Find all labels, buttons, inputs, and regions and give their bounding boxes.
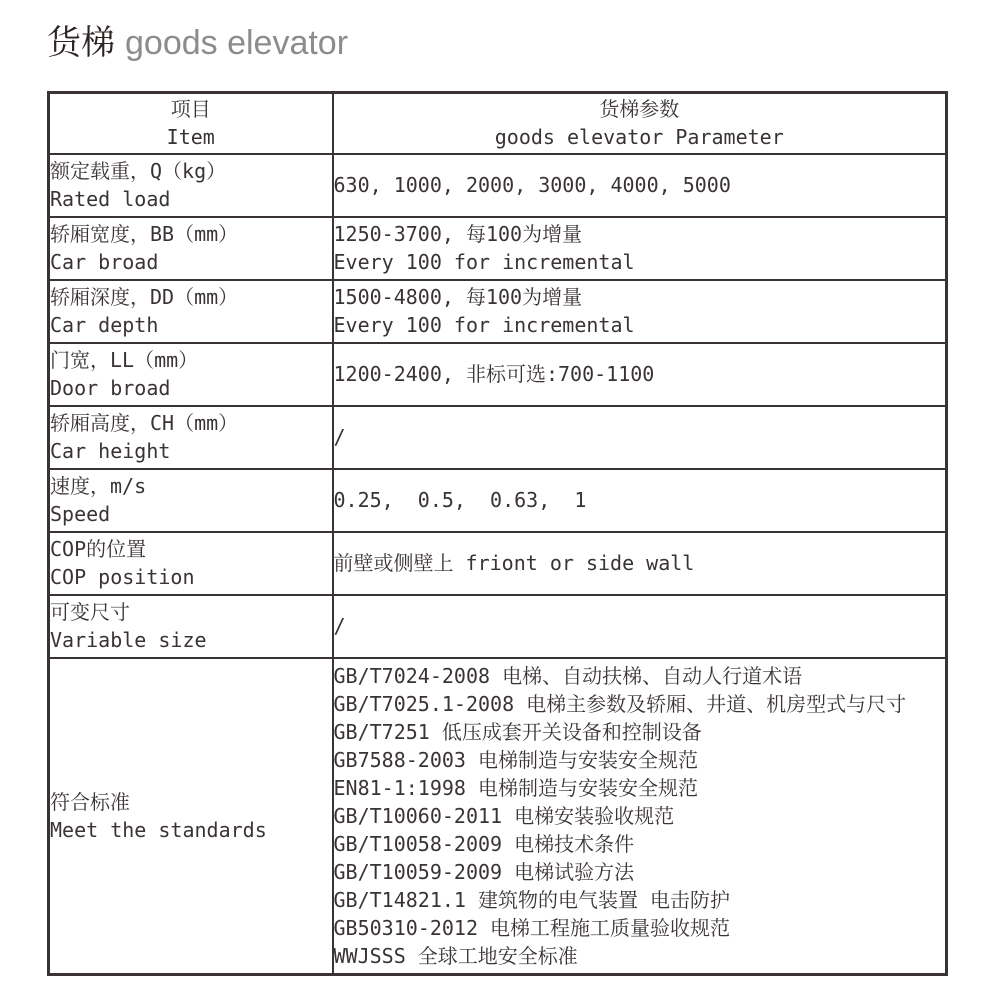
row-value (333, 154, 947, 217)
row-label-zh: 额定载重，Q（kg） (50, 159, 227, 183)
value-line: Every 100 for incremental (333, 313, 635, 337)
standard-line: GB/T10058-2009 电梯技术条件 (333, 831, 635, 856)
spec-table (47, 91, 948, 976)
table-row-door-broad (49, 343, 947, 406)
value-line: / (333, 614, 346, 638)
row-label (49, 406, 333, 469)
row-label-en: Meet the standards (50, 817, 267, 842)
row-label-zh: 速度，m/s (50, 474, 147, 498)
table-row-speed (49, 469, 947, 532)
row-value (333, 469, 947, 532)
row-value (333, 406, 947, 469)
row-label-zh: 轿厢高度，CH（mm） (50, 411, 239, 435)
table-row-variable-size (49, 595, 947, 658)
value-line: 1250-3700, 每100为增量 (333, 222, 583, 246)
row-value (333, 217, 947, 280)
value-line: 0.25, 0.5, 0.63, 1 (333, 488, 587, 512)
standard-line: GB/T7251 低压成套开关设备和控制设备 (333, 719, 702, 744)
row-label (49, 658, 333, 975)
header-param-en: goods elevator Parameter (494, 125, 784, 150)
row-value-standards-list (333, 658, 947, 975)
row-label-en: Speed (50, 502, 111, 526)
row-label-zh: COP的位置 (50, 537, 147, 561)
standard-line: GB/T7024-2008 电梯、自动扶梯、自动人行道术语 (333, 663, 803, 688)
row-value (333, 280, 947, 343)
row-label (49, 343, 333, 406)
standard-line: WWJSSS 全球工地安全标准 (333, 943, 578, 968)
standard-line: GB/T10060-2011 电梯安装验收规范 (333, 803, 675, 828)
standard-line: GB7588-2003 电梯制造与安装安全规范 (333, 747, 698, 772)
standard-line: GB/T14821.1 建筑物的电气装置 电击防护 (333, 887, 731, 912)
value-line: 1500-4800, 每100为增量 (333, 285, 583, 309)
table-header-row (49, 93, 947, 154)
table-row-car-broad (49, 217, 947, 280)
row-label (49, 280, 333, 343)
row-label-en: Car broad (50, 250, 159, 274)
standard-line: GB50310-2012 电梯工程施工质量验收规范 (333, 915, 731, 940)
row-label-en: Rated load (50, 187, 171, 211)
table-row-standards (49, 658, 947, 975)
row-label-en: Door broad (50, 376, 171, 400)
row-label (49, 532, 333, 595)
row-value (333, 595, 947, 658)
table-row-car-height (49, 406, 947, 469)
standard-line: GB/T10059-2009 电梯试验方法 (333, 859, 635, 884)
row-label-en: Variable size (50, 628, 207, 652)
header-param-zh: 货梯参数 (599, 97, 680, 122)
header-item-cell (49, 93, 333, 154)
row-label-zh: 可变尺寸 (50, 600, 130, 624)
row-label-zh: 门宽，LL（mm） (50, 348, 199, 372)
value-line: 前壁或侧壁上 friont or side wall (333, 551, 695, 575)
table-row-rated-load (49, 154, 947, 217)
value-line: / (333, 425, 346, 449)
row-value (333, 343, 947, 406)
header-item-zh: 项目 (170, 97, 211, 122)
row-value (333, 532, 947, 595)
row-label-zh: 轿厢宽度，BB（mm） (50, 222, 239, 246)
row-label-en: Car depth (50, 313, 159, 337)
page-title-en: goods elevator (125, 24, 349, 62)
row-label-zh: 符合标准 (50, 789, 130, 814)
row-label-zh: 轿厢深度，DD（mm） (50, 285, 239, 309)
table-row-cop-position (49, 532, 947, 595)
header-param-cell (333, 93, 947, 154)
row-label-en: Car height (50, 439, 171, 463)
standard-line: GB/T7025.1-2008 电梯主参数及轿厢、井道、机房型式与尺寸 (333, 691, 907, 716)
standard-line: EN81-1:1998 电梯制造与安装安全规范 (333, 775, 698, 800)
row-label (49, 217, 333, 280)
value-line: Every 100 for incremental (333, 250, 635, 274)
row-label-en: COP position (50, 565, 195, 589)
row-label (49, 154, 333, 217)
row-label (49, 469, 333, 532)
page-title (47, 20, 348, 66)
table-row-car-depth (49, 280, 947, 343)
value-line: 1200-2400, 非标可选:700-1100 (333, 362, 655, 386)
value-line: 630, 1000, 2000, 3000, 4000, 5000 (333, 173, 731, 197)
page-title-zh: 货梯 (47, 24, 115, 62)
row-label (49, 595, 333, 658)
header-item-en: Item (166, 125, 215, 150)
